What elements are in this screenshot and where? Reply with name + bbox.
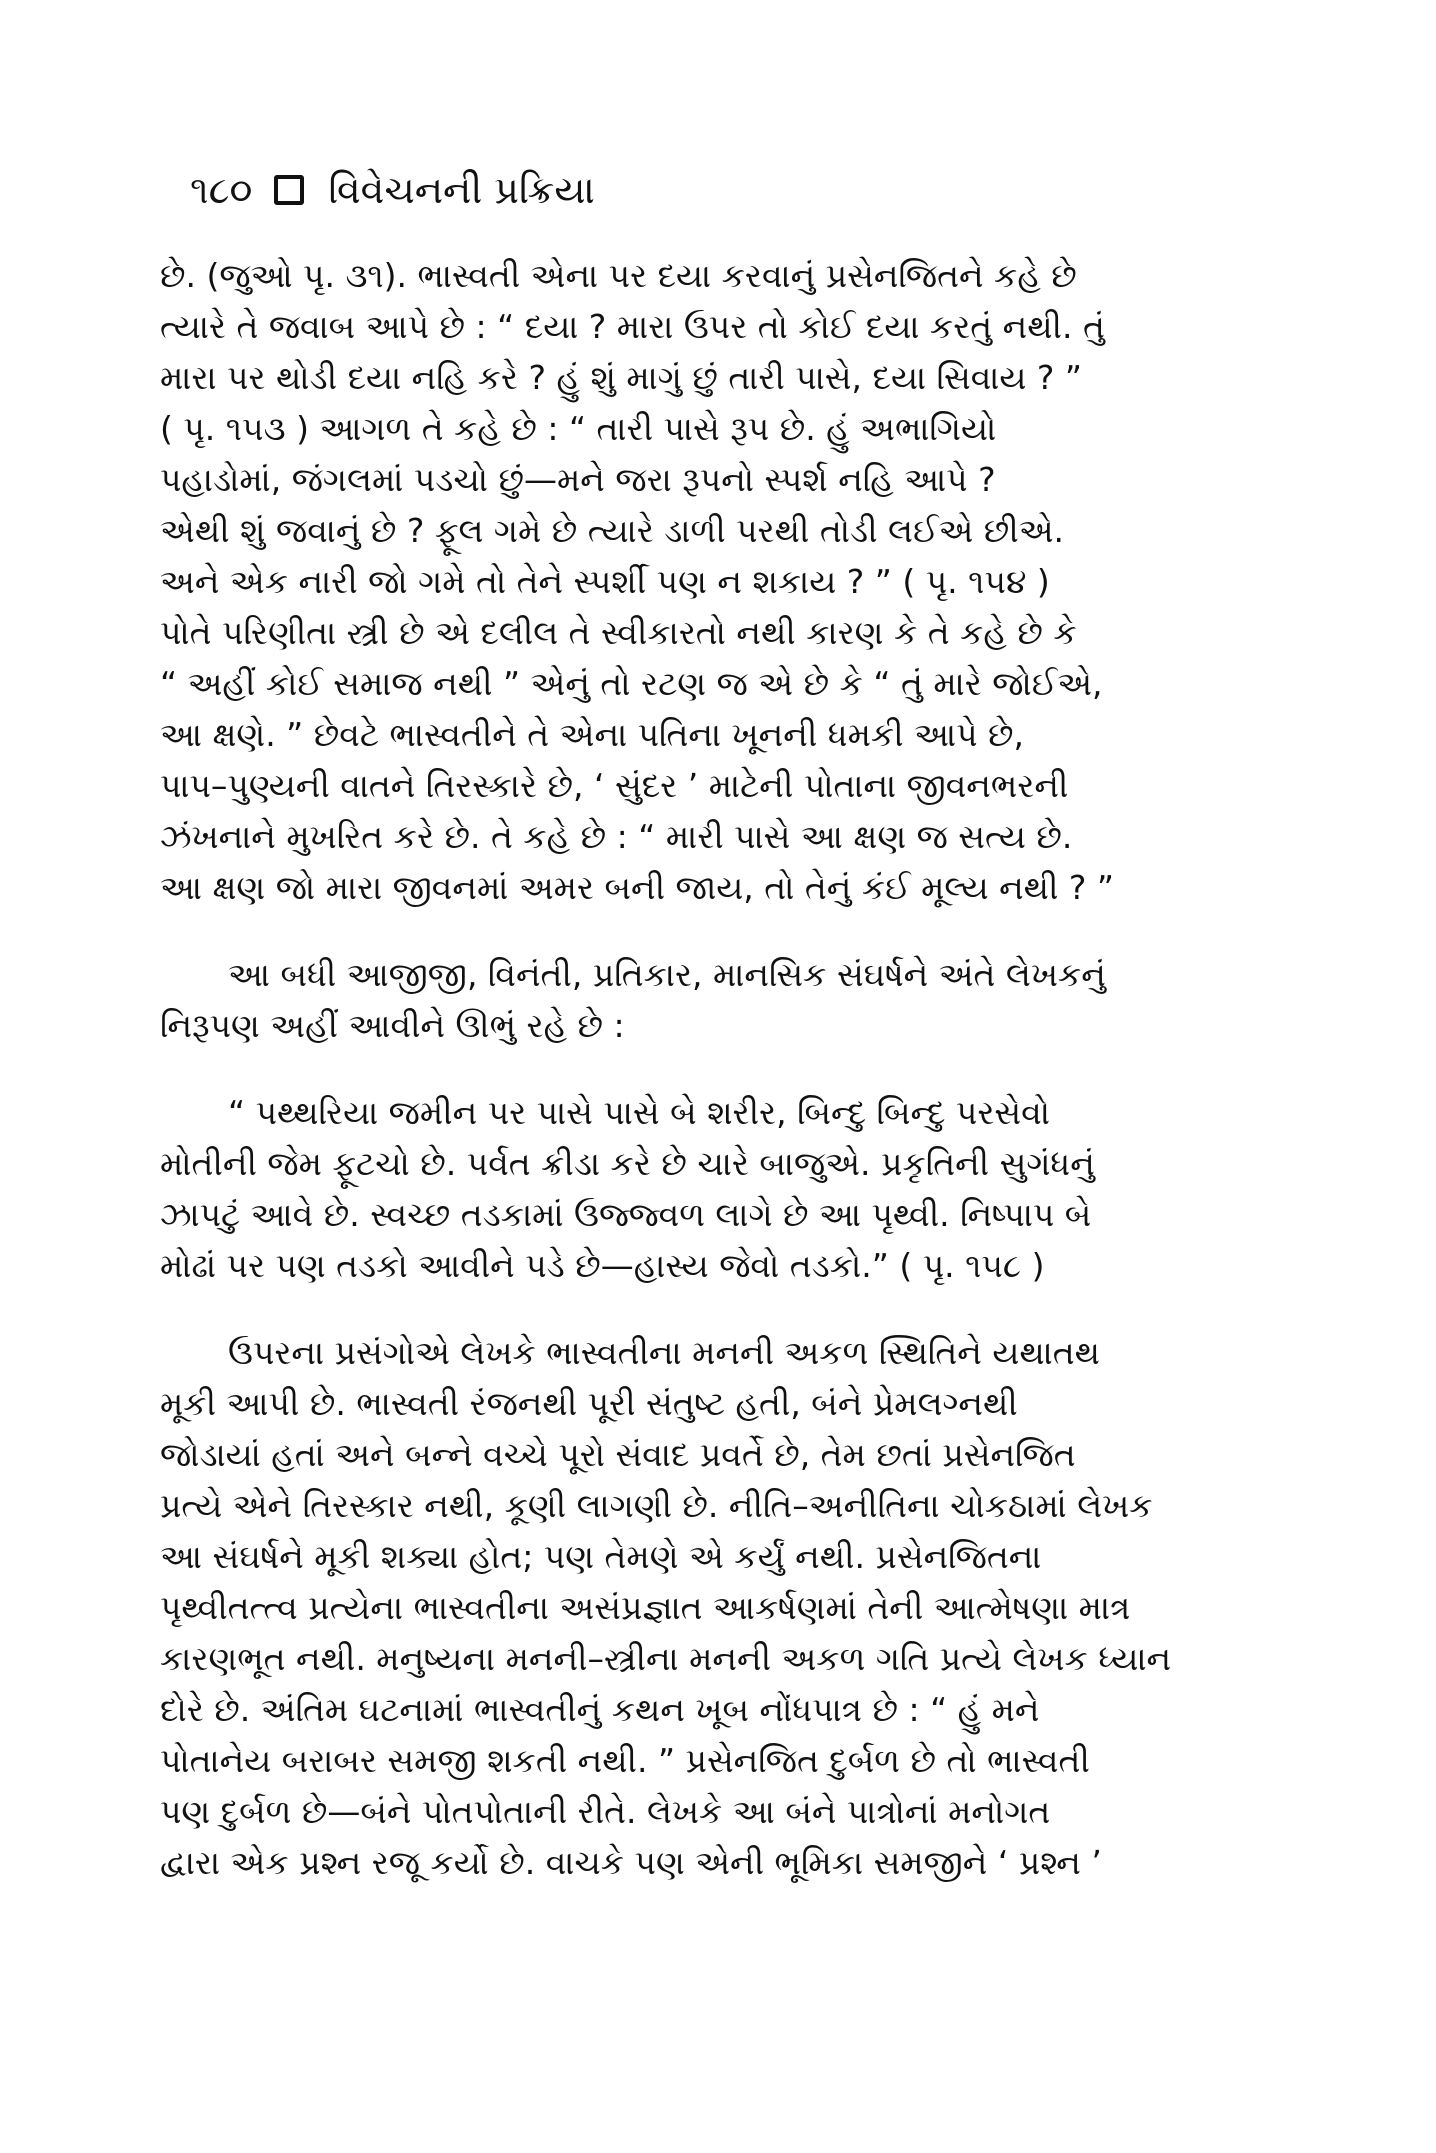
text-line: આ ક્ષણ જો મારા જીવનમાં અમર બની જાય, તો તેનું કંઈ મૂલ્ય નથી ? ”: [160, 868, 1115, 907]
text-line: “ પથ્થરિયા જમીન પર પાસે પાસે બે શરીર, બિન્દુ બિન્દુ પરસેવો: [228, 1093, 1050, 1132]
paragraph-1: [160, 250, 1290, 913]
text-line: ત્યારે તે જવાબ આપે છે : “ દયા ? મારા ઉપર તો કોઈ દયા કરતું નથી. તું: [160, 307, 1105, 346]
text-line: મારા પર થોડી દયા નહિ કરે ? હું શું માગું છું તારી પાસે, દયા સિવાય ? ”: [160, 358, 1082, 397]
text-line: એથી શું જવાનું છે ? ફૂલ ગમે છે ત્યારે ડાળી પરથી તોડી લઈએ છીએ.: [160, 511, 1065, 550]
text-line: આ સંઘર્ષને મૂકી શક્યા હોત; પણ તેમણે એ કર્યું નથી. પ્રસેનજિતના: [160, 1537, 1042, 1576]
text-line: ( પૃ. ૧૫૩ ) આગળ તે કહે છે : “ તારી પાસે રૂપ છે. હું અભાગિયો: [160, 409, 997, 448]
paragraph-2: [160, 949, 1290, 1051]
text-line: પહાડોમાં, જંગલમાં પડચો છું—મને જરા રૂપનો સ્પર્શ નહિ આપે ?: [160, 460, 996, 499]
text-line: પોતાનેય બરાબર સમજી શકતી નથી. ” પ્રસેનજિત દુર્બળ છે તો ભાસ્વતી: [160, 1741, 1090, 1780]
text-line: નિરૂપણ અહીં આવીને ઊભું રહે છે :: [160, 1006, 625, 1045]
text-line: મોતીની જેમ ફૂટચો છે. પર્વત ક્રીડા કરે છે ચારે બાજુએ. પ્રકૃતિની સુગંધનું: [160, 1144, 1095, 1183]
page-number: ૧૮૦: [190, 167, 253, 212]
text-line: ઝંખનાને મુખરિત કરે છે. તે કહે છે : “ મારી પાસે આ ક્ષણ જ સત્ય છે.: [160, 817, 1073, 856]
running-header: [190, 160, 595, 220]
text-line: મોઢાં પર પણ તડકો આવીને પડે છે—હાસ્ય જેવો તડકો.” ( પૃ. ૧૫૮ ): [160, 1246, 1045, 1285]
text-line: ઝાપટું આવે છે. સ્વચ્છ તડકામાં ઉજ્જ્વળ લાગે છે આ પૃથ્વી. નિષ્પાપ બે: [160, 1195, 1092, 1234]
running-title: વિવેચનની પ્રક્રિયા: [328, 167, 595, 212]
text-line: પણ દુર્બળ છે—બંને પોતપોતાની રીતે. લેખકે આ બંને પાત્રોનાં મનોગત: [160, 1792, 1051, 1831]
text-line: કારણભૂત નથી. મનુષ્યના મનની–સ્ત્રીના મનની અકળ ગતિ પ્રત્યે લેખક ધ્યાન: [160, 1639, 1172, 1678]
paragraph-spacer: [160, 1051, 1290, 1087]
text-line: ઉપરના પ્રસંગોએ લેખકે ભાસ્વતીના મનની અકળ સ્થિતિને યથાતથ: [228, 1333, 1100, 1372]
paragraph-spacer: [160, 1291, 1290, 1327]
text-line: આ બધી આજીજી, વિનંતી, પ્રતિકાર, માનસિક સંઘર્ષને અંતે લેખકનું: [228, 955, 1106, 994]
paragraph-3-quote: [160, 1087, 1290, 1291]
body-text: [160, 250, 1290, 1888]
text-line: મૂકી આપી છે. ભાસ્વતી રંજનથી પૂરી સંતુષ્ટ હતી, બંને પ્રેમલગ્નથી: [160, 1384, 1018, 1423]
text-line: પાપ–પુણ્યની વાતને તિરસ્કારે છે, ‘ સુંદર ’ માટેની પોતાના જીવનભરની: [160, 766, 1069, 805]
text-line: પોતે પરિણીતા સ્ત્રી છે એ દલીલ તે સ્વીકારતો નથી કારણ કે તે કહે છે કે: [160, 613, 1077, 652]
square-outline-icon: [274, 175, 304, 205]
text-line: “ અહીં કોઈ સમાજ નથી ” એનું તો રટણ જ એ છે કે “ તું મારે જોઈએ,: [160, 664, 1103, 703]
text-line: પ્રત્યે એને તિરસ્કાર નથી, કૂણી લાગણી છે. નીતિ–અનીતિના ચોકઠામાં લેખક: [160, 1486, 1153, 1525]
text-line: જોડાયાં હતાં અને બન્ને વચ્ચે પૂરો સંવાદ પ્રવર્તે છે, તેમ છતાં પ્રસેનજિત: [160, 1435, 1076, 1474]
paragraph-4: [160, 1327, 1290, 1888]
paragraph-spacer: [160, 913, 1290, 949]
text-line: છે. (જુઓ પૃ. ૩૧). ભાસ્વતી એના પર દયા કરવાનું પ્રસેનજિતને કહે છે: [160, 256, 1077, 295]
text-line: અને એક નારી જો ગમે તો તેને સ્પર્શી પણ ન શકાય ? ” ( પૃ. ૧૫૪ ): [160, 562, 1050, 601]
text-line: પૃથ્વીતત્ત્વ પ્રત્યેના ભાસ્વતીના અસંપ્રજ્ઞાત આકર્ષણમાં તેની આત્મેષણા માત્ર: [160, 1588, 1131, 1627]
text-line: દ્વારા એક પ્રશ્ન રજૂ કર્યો છે. વાચકે પણ એની ભૂમિકા સમજીને ‘ પ્રશ્ન ’: [160, 1843, 1102, 1882]
text-line: આ ક્ષણે. ” છેવટે ભાસ્વતીને તે એના પતિના ખૂનની ધમકી આપે છે,: [160, 715, 1024, 754]
text-line: દોરે છે. અંતિમ ઘટનામાં ભાસ્વતીનું કથન ખૂબ નોંધપાત્ર છે : “ હું મને: [160, 1690, 1040, 1729]
